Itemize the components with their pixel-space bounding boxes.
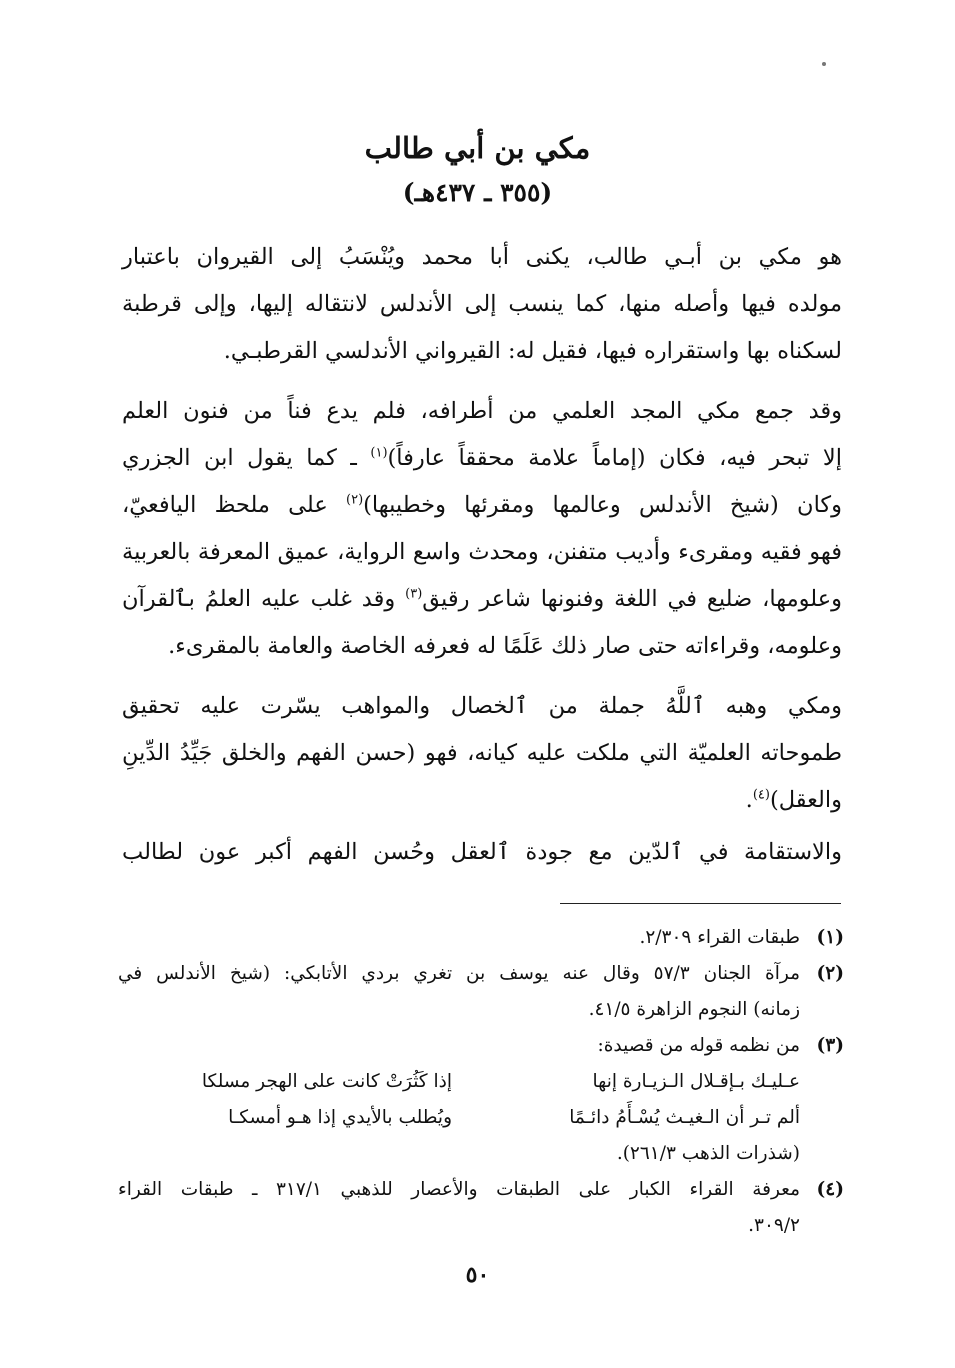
footnotes	[118, 920, 844, 1244]
poem-hemistich-first: ألم تـر أن الـغيـث يُسْـأَمُ دائـمًا	[569, 1107, 800, 1128]
poem-hemistich-second: إذا كَثُرَتْ كانت على الهجر مسلكا	[201, 1071, 452, 1092]
footnote-line: ٣٠٩/٢.	[748, 1215, 800, 1236]
paragraph-4	[122, 829, 842, 876]
footnote-line: مرآة الجنان ٥٧/٣ وقال عنه يوسف بن تغري بردي الأتابكي: (شيخ الأندلس في	[118, 963, 801, 984]
paragraph-2	[122, 388, 842, 670]
page-number: ٥٠	[465, 1262, 490, 1288]
paragraph-line: هو مكي بن أبـي طالب، يكنى أبا محمد ويُنْسَبُ إلى القيروان باعتبار	[122, 244, 842, 270]
paragraph-line: لسكناه بها واستقراره فيها، فقيل له: القيرواني الأندلسي القرطبـي.	[223, 338, 842, 364]
lifespan-dates: (٣٥٥ ـ ٤٣٧هـ)	[402, 178, 553, 207]
paragraph-line: طموحاته العلميّة التي ملكت عليه كيانه، فهو (حسن الفهم والخلق جَيِّدُ الدِّينِ	[122, 740, 842, 766]
paragraph-line	[122, 482, 842, 529]
footnote-number: (١)	[816, 927, 844, 948]
footnote-number: (٢)	[816, 963, 844, 984]
poem-verse	[118, 1064, 800, 1100]
paragraph-3	[122, 683, 842, 824]
poem-hemistich-first: عـليـك بـإقـلال الـزيـارة إنها	[592, 1071, 800, 1092]
footnote-ref-2[interactable]: (٢)	[346, 492, 364, 508]
footnote-line: معرفة القراء الكبار على الطبقات والأعصار للذهبي ٣١٧/١ ـ طبقات القراء	[118, 1179, 800, 1200]
footnote-2	[118, 956, 844, 1028]
line-text: وعلومها، ضليع في اللغة وفنونها شاعر رقيق	[422, 586, 842, 612]
paragraph-line: وقد جمع مكي المجد العلمي من أطرافه، فلم يدع فناً من فنون العلم	[122, 398, 842, 424]
line-text: إلا تبحر فيه، فكان (إماماً علامة محققاً عارفاً)	[387, 445, 842, 471]
paragraph-line: وعلومه، وقراءاته حتى صار ذلك عَلَمًا له فعرفه الخاصة والعامة بالمقرىء.	[168, 633, 842, 659]
paragraph-line: فهو فقيه ومقرىء وأديب متفنن، ومحدث واسع الرواية، عميق المعرفة بالعربية	[122, 539, 842, 565]
page-title: مكي بن أبي طالب	[364, 131, 591, 165]
footnote-4	[118, 1172, 844, 1244]
line-text: وكان (شيخ الأندلس وعالمها ومقرئها وخطيبها)	[363, 492, 842, 518]
paragraph-line	[122, 777, 842, 824]
line-text: والعقل)	[769, 787, 842, 813]
footnote-number: (٣)	[816, 1035, 844, 1056]
footnote-3	[118, 1028, 844, 1172]
footnote-line: طبقات القراء ٢/٣٠٩.	[639, 927, 800, 948]
paragraph-1	[122, 234, 842, 375]
footnote-line: من نظمه قوله من قصيدة:	[597, 1035, 800, 1056]
scan-speck	[822, 62, 826, 66]
line-text: ـ كما يقول ابن الجزري	[122, 445, 371, 471]
footnote-ref-4[interactable]: (٤)	[752, 787, 770, 803]
footnote-line: زمانه) النجوم الزاهرة ٤١/٥.	[588, 999, 800, 1020]
poem-source: (شذرات الذهب ٢٦١/٣).	[616, 1143, 800, 1164]
poem-verse	[118, 1100, 800, 1136]
paragraph-line: مولده فيها وأصله منها، كما ينسب إلى الأندلس لانتقاله إليها، وإلى قرطبة	[122, 291, 842, 317]
line-text: وقد غلب عليه العلمُ بٱلقرآن	[122, 586, 406, 612]
footnote-ref-3[interactable]: (٣)	[405, 586, 423, 602]
footnote-1	[118, 920, 844, 956]
line-text: على ملحظ اليافعيّ،	[122, 492, 346, 518]
paragraph-line	[122, 576, 842, 623]
footnote-divider	[560, 903, 841, 904]
paragraph-line: ومكي وهبه ٱللَّهُ جملة من ٱلخصال والمواهب يسّرت عليه تحقيق	[122, 693, 842, 719]
line-text: .	[745, 787, 753, 813]
paragraph-line	[122, 435, 842, 482]
footnote-number: (٤)	[816, 1179, 844, 1200]
poem-hemistich-second: ويُطلب بالأيدي إذا هـو أمسكـا	[228, 1107, 452, 1128]
footnote-ref-1[interactable]: (١)	[370, 445, 388, 461]
paragraph-line: والاستقامة في ٱلدّين مع جودة ٱلعقل وحُسن الفهم أكبر عون لطالب	[122, 839, 842, 865]
